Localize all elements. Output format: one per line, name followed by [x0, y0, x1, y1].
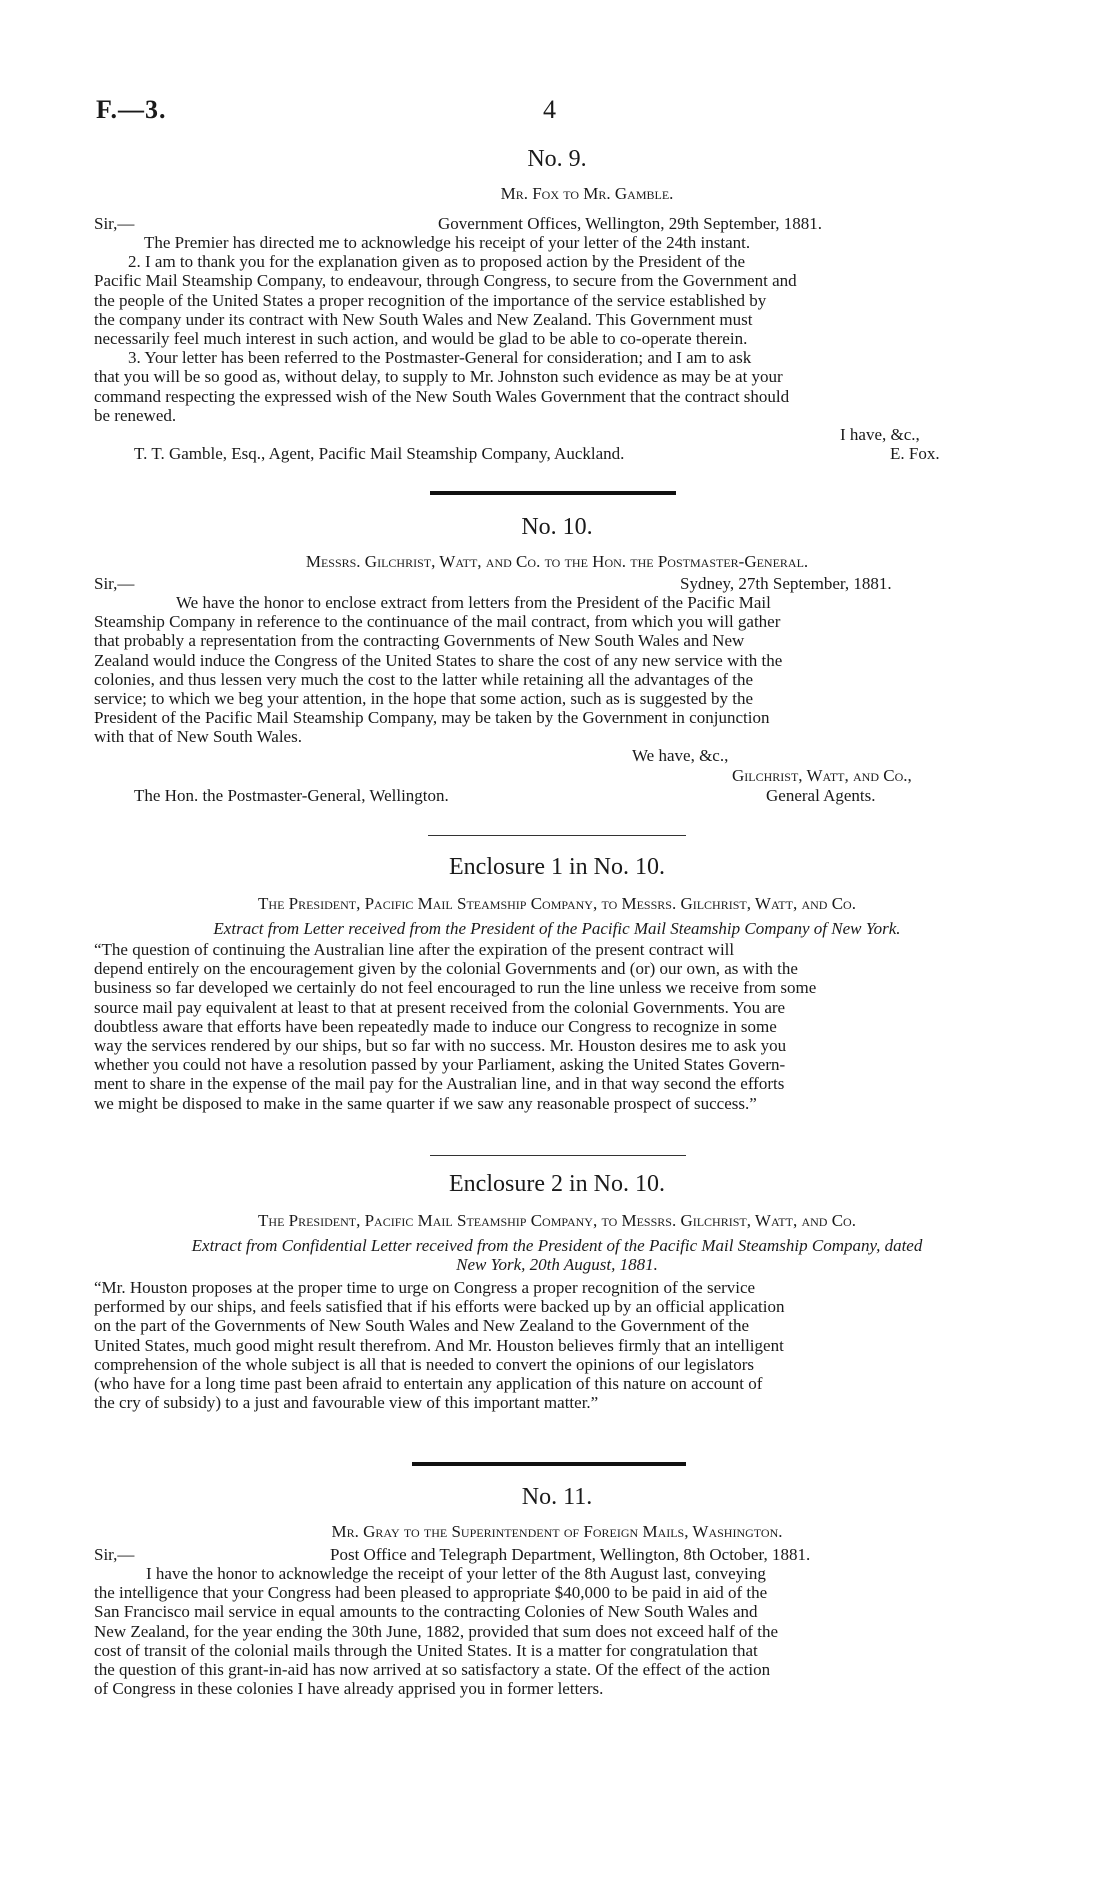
body-line: comprehension of the whole subject is all that is needed to convert the opinions of our legislators: [94, 1354, 755, 1374]
body-line: The Premier has directed me to acknowledge his receipt of your letter of the 24th instant.: [144, 233, 751, 252]
letter-11-salutation: Sir,—: [94, 1545, 135, 1564]
letter-10-addressee: The Hon. the Postmaster-General, Wellington.: [134, 786, 449, 805]
section-divider: [412, 1462, 686, 1466]
body-line: that probably a representation from the contracting Governments of New South Wales and New: [94, 631, 745, 651]
section-divider: [430, 1155, 686, 1156]
letter-9-salutation: Sir,—: [94, 214, 135, 233]
body-line: doubtless aware that efforts have been repeatedly made to induce our Congress to recognize in some: [94, 1016, 777, 1036]
enclosure-2-title: Enclosure 2 in No. 10.: [449, 1171, 665, 1197]
body-line: service; to which we beg your attention, in the hope that some action, such as is suggested by the: [94, 689, 754, 709]
letter-10-signature: Gilchrist, Watt, and Co.,: [732, 766, 912, 785]
body-line: President of the Pacific Mail Steamship Company, may be taken by the Government in conjunction: [94, 708, 770, 728]
body-line: Pacific Mail Steamship Company, to endeavour, through Congress, to secure from the Government and: [94, 271, 797, 291]
body-line: “Mr. Houston proposes at the proper time to urge on Congress a proper recognition of the service: [94, 1278, 756, 1297]
body-line: depend entirely on the encouragement given by the colonial Governments and (or) our own, as with the: [94, 959, 798, 979]
body-line: performed by our ships, and feels satisfied that if his efforts were backed up by an official application: [94, 1297, 785, 1317]
body-line: Zealand would induce the Congress of the United States to share the cost of any new service with the: [94, 650, 783, 670]
body-line: necessarily feel much interest in such action, and would be glad to be able to co-operate therein.: [94, 329, 748, 349]
body-line: the company under its contract with New South Wales and New Zealand. This Government must: [94, 309, 753, 329]
body-line: 3. Your letter has been referred to the Postmaster-General for consideration; and I am to ask: [128, 348, 752, 368]
body-line: San Francisco mail service in equal amounts to the contracting Colonies of New South Wales and: [94, 1602, 758, 1622]
body-line: way the services rendered by our ships, but so far with no success. Mr. Houston desires me to ask you: [94, 1036, 787, 1056]
body-line: with that of New South Wales.: [94, 727, 302, 747]
enclosure-2-heading: Extract from Confidential Letter received from the President of the Pacific Mail Steamship Company, dated: [191, 1236, 923, 1255]
body-line: United States, much good might result therefrom. And Mr. Houston believes firmly that an intelligent: [94, 1335, 784, 1355]
enclosure-2-body: [94, 1278, 1024, 1412]
letter-9-body: [94, 233, 1024, 425]
enclosure-1-body: [94, 940, 1024, 1113]
section-divider: [428, 835, 686, 836]
body-line: the intelligence that your Congress had been pleased to appropriate $40,000 to be paid in aid of the: [94, 1583, 768, 1603]
enclosure-1-heading: Extract from Letter received from the President of the Pacific Mail Steamship Company of New York.: [213, 919, 901, 938]
letter-10-title: No. 10.: [521, 514, 593, 540]
body-line: the people of the United States a proper recognition of the importance of the service established by: [94, 290, 767, 310]
body-line: command respecting the expressed wish of the New South Wales Government that the contract should: [94, 386, 790, 406]
body-line: be renewed.: [94, 405, 177, 425]
letter-10-dateline: Sydney, 27th September, 1881.: [680, 574, 892, 593]
body-line: on the part of the Governments of New South Wales and New Zealand to the Government of the: [94, 1316, 749, 1336]
enclosure-1-from-to: The President, Pacific Mail Steamship Company, to Messrs. Gilchrist, Watt, and Co.: [258, 894, 856, 913]
body-line: the question of this grant-in-aid has now arrived at so satisfactory a state. Of the effect of the action: [94, 1660, 771, 1680]
letter-11-body: [94, 1564, 1024, 1698]
body-line: Steamship Company in reference to the continuance of the mail contract, from which you will gather: [94, 612, 781, 632]
letter-11-title: No. 11.: [521, 1484, 593, 1510]
letter-9-dateline: Government Offices, Wellington, 29th September, 1881.: [438, 214, 823, 233]
letter-9-signature: E. Fox.: [890, 444, 940, 463]
enclosure-1-title: Enclosure 1 in No. 10.: [449, 854, 665, 880]
letter-9-from-to: Mr. Fox to Mr. Gamble.: [500, 184, 674, 203]
letter-10-signature-title: General Agents.: [766, 786, 876, 805]
letter-10-from-to: Messrs. Gilchrist, Watt, and Co. to the Hon. the Postmaster-General.: [305, 552, 809, 571]
body-line: ment to share in the expense of the mail pay for the Australian line, and in that way second the efforts: [94, 1074, 785, 1094]
letter-11-dateline: Post Office and Telegraph Department, Wellington, 8th October, 1881.: [330, 1545, 811, 1564]
letter-10-salutation: Sir,—: [94, 574, 135, 593]
body-line: we might be disposed to make in the same quarter if we saw any reasonable prospect of success.”: [94, 1093, 757, 1113]
section-divider: [430, 491, 676, 495]
letter-9-addressee: T. T. Gamble, Esq., Agent, Pacific Mail Steamship Company, Auckland.: [134, 444, 625, 463]
body-line: We have the honor to enclose extract from letters from the President of the Pacific Mail: [176, 593, 771, 612]
series-label: F.—3.: [96, 95, 167, 124]
letter-9-closing: I have, &c.,: [840, 425, 920, 444]
body-line: (who have for a long time past been afraid to entertain any application of this nature on account of: [94, 1374, 763, 1394]
body-line: I have the honor to acknowledge the receipt of your letter of the 8th August last, conveying: [146, 1564, 766, 1583]
enclosure-2-heading-date: New York, 20th August, 1881.: [456, 1255, 658, 1274]
page-number: 4: [543, 95, 556, 124]
body-line: that you will be so good as, without delay, to supply to Mr. Johnston such evidence as may be at your: [94, 367, 783, 387]
body-line: colonies, and thus lessen very much the cost to the latter while retaining all the advantages of the: [94, 669, 754, 689]
body-line: business so far developed we certainly do not feel encouraged to run the line unless we receive from some: [94, 978, 817, 998]
body-line: source mail pay equivalent at least to that at present received from the colonial Governments. You are: [94, 997, 786, 1017]
body-line: New Zealand, for the year ending the 30th June, 1882, provided that sum does not exceed half of the: [94, 1621, 779, 1641]
enclosure-2-from-to: The President, Pacific Mail Steamship Company, to Messrs. Gilchrist, Watt, and Co.: [258, 1211, 856, 1230]
body-line: whether you could not have a resolution passed by your Parliament, asking the United States Govern-: [94, 1055, 786, 1075]
body-line: cost of transit of the colonial mails through the United States. It is a matter for congratulation that: [94, 1640, 758, 1660]
letter-10-body: [94, 593, 1024, 747]
letter-10-closing: We have, &c.,: [632, 746, 729, 765]
body-line: of Congress in these colonies I have already apprised you in former letters.: [94, 1679, 604, 1699]
letter-11-from-to: Mr. Gray to the Superintendent of Foreign Mails, Washington.: [331, 1522, 783, 1541]
body-line: “The question of continuing the Australian line after the expiration of the present contract will: [94, 940, 735, 959]
letter-9-title: No. 9.: [527, 146, 587, 172]
body-line: the cry of subsidy) to a just and favourable view of this important matter.”: [94, 1393, 599, 1413]
body-line: 2. I am to thank you for the explanation given as to proposed action by the President of the: [128, 252, 746, 272]
